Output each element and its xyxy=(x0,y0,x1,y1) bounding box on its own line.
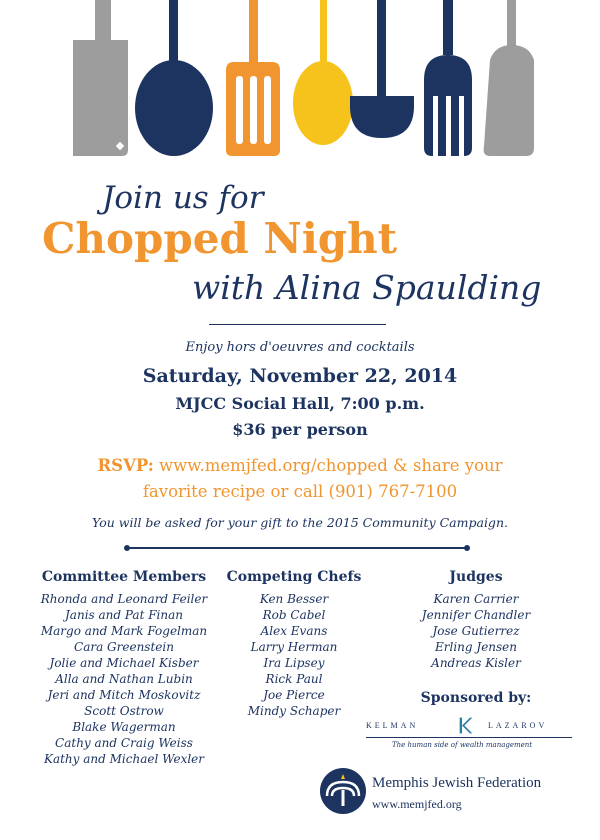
list-item: Andreas Kisler xyxy=(431,656,521,670)
fork-icon xyxy=(424,0,472,156)
ladle-icon xyxy=(135,0,213,156)
skimmer-icon xyxy=(350,0,414,138)
chefs-heading: Competing Chefs xyxy=(226,569,362,585)
event-date: Saturday, November 22, 2014 xyxy=(142,365,458,387)
list-item: Alex Evans xyxy=(260,624,328,638)
list-item: Jennifer Chandler xyxy=(421,608,531,622)
divider xyxy=(209,324,386,325)
gift-note: You will be asked for your gift to the 2015 Community Campaign. xyxy=(92,515,508,530)
federation-name: Memphis Jewish Federation xyxy=(372,775,542,791)
sponsor-heading: Sponsored by: xyxy=(420,690,532,706)
list-item: Janis and Pat Finan xyxy=(65,608,183,622)
judges-column xyxy=(400,569,552,671)
page-title: Chopped Night xyxy=(42,214,398,263)
list-item: Jose Gutierrez xyxy=(432,624,520,638)
list-item: Kathy and Michael Wexler xyxy=(43,752,205,766)
list-item: Rick Paul xyxy=(265,672,323,686)
rsvp-line-2: favorite recipe or call (901) 767-7100 xyxy=(142,482,458,501)
sponsor-name-right: LAZAROV xyxy=(488,721,548,730)
list-item: Jeri and Mitch Moskovitz xyxy=(47,688,201,702)
sponsor-tagline: The human side of wealth management xyxy=(392,741,533,749)
rsvp-line-1 xyxy=(0,456,600,475)
sponsor-name-left: KELMAN xyxy=(366,721,419,730)
list-item: Rhonda and Leonard Feiler xyxy=(40,592,208,606)
federation-url: www.memjfed.org xyxy=(372,797,462,811)
list-item: Cara Greenstein xyxy=(74,640,174,654)
chefs-column xyxy=(222,569,366,719)
list-item: Joe Pierce xyxy=(263,688,325,702)
list-item: Rob Cabel xyxy=(262,608,326,622)
header-host-text: with Alina Spaulding xyxy=(192,268,542,307)
list-item: Ira Lipsey xyxy=(263,656,325,670)
list-item: Margo and Mark Fogelman xyxy=(40,624,208,638)
judges-list xyxy=(400,591,552,671)
k-logo-icon xyxy=(458,716,474,735)
turner-icon xyxy=(484,0,534,156)
list-item: Erling Jensen xyxy=(434,640,518,654)
federation-logo-icon xyxy=(318,766,368,816)
sponsor-logo xyxy=(366,716,572,756)
judges-heading: Judges xyxy=(449,569,503,585)
rsvp-text-1: www.memjfed.org/chopped & share your xyxy=(159,456,503,475)
rsvp-label: RSVP: xyxy=(97,456,154,475)
chefs-list xyxy=(222,591,366,719)
list-item: Larry Herman xyxy=(250,640,338,654)
list-item: Blake Wagerman xyxy=(72,720,176,734)
list-item: Scott Ostrow xyxy=(84,704,164,718)
list-item: Mindy Schaper xyxy=(247,704,341,718)
spoon-icon xyxy=(293,0,353,145)
spatula-icon xyxy=(226,0,280,156)
header-join-text: Join us for xyxy=(102,180,264,216)
committee-list xyxy=(28,591,220,767)
cleaver-icon xyxy=(73,0,128,156)
committee-heading: Committee Members xyxy=(41,569,207,585)
list-item: Jolie and Michael Kisber xyxy=(49,656,199,670)
utensils-illustration xyxy=(0,0,600,170)
list-item: Alla and Nathan Lubin xyxy=(55,672,193,686)
event-tagline: Enjoy hors d'oeuvres and cocktails xyxy=(185,340,415,355)
list-item: Karen Carrier xyxy=(433,592,519,606)
committee-column xyxy=(28,569,220,767)
event-price: $36 per person xyxy=(232,420,368,439)
list-item: Ken Besser xyxy=(259,592,329,606)
event-venue: MJCC Social Hall, 7:00 p.m. xyxy=(175,394,425,413)
list-item: Cathy and Craig Weiss xyxy=(55,736,193,750)
dotted-divider xyxy=(124,545,470,551)
